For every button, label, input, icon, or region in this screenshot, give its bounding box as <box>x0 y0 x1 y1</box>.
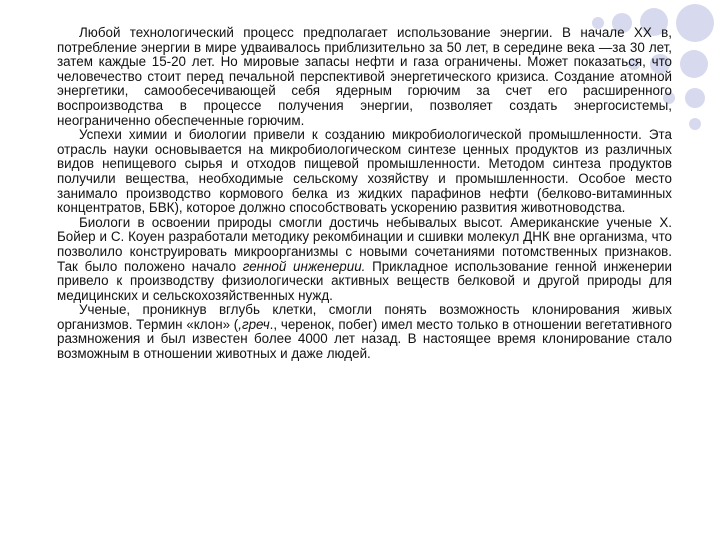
decorative-dot <box>680 50 708 78</box>
paragraph-cloning <box>57 303 672 361</box>
paragraph-microbiology: Успехи химии и биологии привели к созданию микробиологической промышленности. Эта отрасль науки основывается на микробиологическом синтезе ценных продуктов из различных видов непищевого сырья и отходов пищевой промышленности. Методом синтеза продуктов получили вещества, необходимые сельскому хозяйству и промышленности. Особое место занимало производство кормового белка из жидких парафинов нефти (белково-витаминных концентратов, БВК), которое должно способствовать ускорению развития животноводства. <box>57 127 672 216</box>
decorative-dot <box>685 88 705 108</box>
slide-body-text <box>57 26 672 362</box>
paragraph-genetic-engineering <box>57 216 672 304</box>
emphasized-term: генной инженерии. <box>242 258 366 274</box>
paragraph-text-part: Ученые, проникнув вглубь клетки, смогли понять возможность клонирования живых организмов. Термин «клон» ( <box>57 302 672 332</box>
paragraph-text-part: Прикладное использование генной инженерии привело к производству физиологически активных веществ белковой и другой природы для медицинских и сельскохозяйственных нужд. <box>57 258 672 303</box>
decorative-dot <box>689 118 701 130</box>
emphasized-term: ,греч <box>238 316 270 332</box>
paragraph-energy: Любой технологический процесс предполагает использование энергии. В начале XX в, потребление энергии в мире удваивалось приблизительно за 50 лет, в середине века —за 30 лет, затем каждые 15-20 лет. Но мировые запасы нефти и газа ограничены. Может показаться, что человечество стоит перед печальной перспективой энергетического кризиса. Создание атомной энергетики, самообесечивающей себя ядерным горючим за счет его расширенного воспроизводства в процессе получения энергии, позволяет создать энергосистемы, неограниченно обеспеченные горючим. <box>57 25 672 128</box>
decorative-dot <box>676 4 714 42</box>
paragraph-text-part: ., черенок, побег) имел место только в отношении вегетативного размножения и был известен более 4000 лет назад. В настоящее время клонирование стало возможным в отношении животных и даже людей. <box>57 316 672 362</box>
paragraph-text-part: Биологи в освоении природы смогли достичь небывалых высот. Американские ученые X. Бойер и С. Коуен разработали методику рекомбинации и сшивки молекул ДНК вне организма, что позволило конструировать микроорганизмы с новыми сочетаниями потомственных признаков. Так было положено начало <box>57 214 672 274</box>
